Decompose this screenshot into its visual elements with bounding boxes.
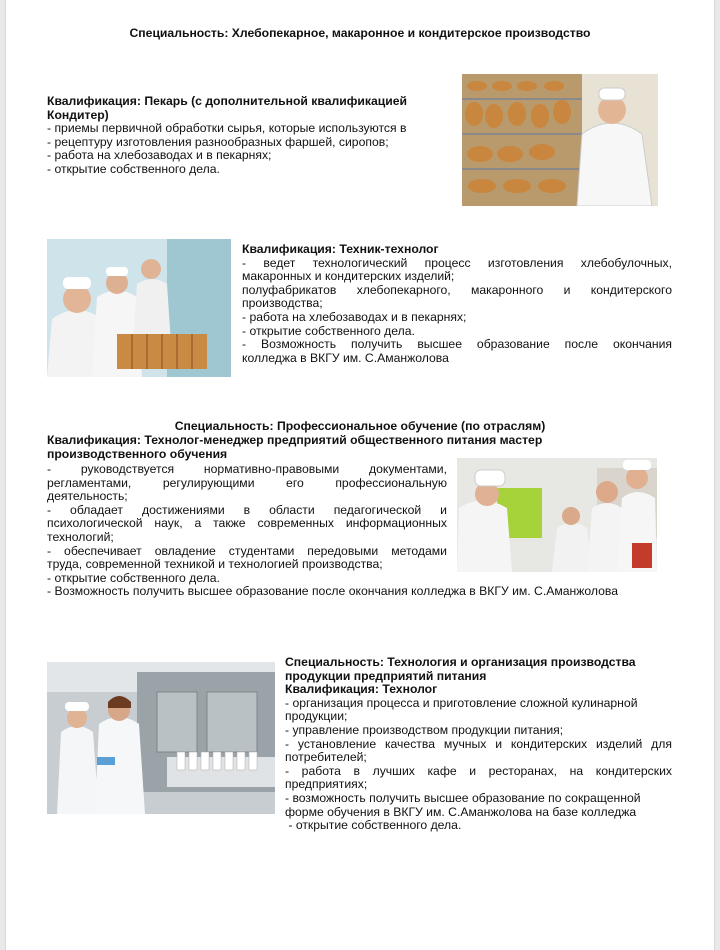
list-item: продукции; bbox=[285, 709, 348, 724]
list-item: регламентами, регулирующими его профессиональную bbox=[47, 475, 447, 490]
section3-title: Специальность: Профессиональное обучение (по отраслям) bbox=[174, 419, 546, 433]
section3-qualification-cont: производственного обучения bbox=[47, 446, 228, 461]
list-item: труда, современной техникой и технологией производства; bbox=[47, 557, 383, 572]
section2-text bbox=[242, 243, 672, 365]
list-item: полуфабрикатов хлебопекарного, макаронного и кондитерского bbox=[242, 282, 672, 297]
list-item: предприятиях; bbox=[285, 777, 368, 792]
list-item: - возможность получить высшее образование по сокращенной bbox=[285, 790, 641, 805]
list-item: технологий; bbox=[47, 529, 114, 544]
list-item: колледжа в ВКГУ им. С.Аманжолова bbox=[242, 350, 449, 365]
production-line-photo bbox=[47, 662, 275, 814]
section4-specialty-cont: продукции предприятий питания bbox=[285, 668, 487, 683]
section1-text bbox=[47, 95, 447, 177]
list-item: - работа на хлебозаводах и в пекарнях; bbox=[242, 309, 467, 324]
section4-qualification: Квалификация: Технолог bbox=[285, 682, 438, 697]
section4-specialty: Специальность: Технология и организация производства bbox=[285, 655, 636, 669]
section2-qualification: Квалификация: Техник-технолог bbox=[242, 242, 439, 256]
list-item: производства; bbox=[242, 296, 323, 311]
section3-qualification: Квалификация: Технолог-менеджер предприятий общественного питания мастер bbox=[47, 433, 543, 447]
list-item: - ведет технологический процесс изготовления хлебобулочных, bbox=[242, 255, 672, 270]
list-item: - приемы первичной обработки сырья, которые используются в bbox=[47, 121, 407, 136]
list-item: - организация процесса и приготовление сложной кулинарной bbox=[285, 695, 638, 710]
list-item: - открытие собственного дела. bbox=[47, 161, 220, 176]
bakery-photo bbox=[462, 74, 658, 206]
section4-text bbox=[285, 656, 672, 833]
list-item: - рецептуру изготовления разнообразных фаршей, сиропов; bbox=[47, 134, 389, 149]
section3-text bbox=[47, 462, 619, 599]
list-item: - открытие собственного дела. bbox=[242, 323, 415, 338]
list-item: форме обучения в ВКГУ им. С.Аманжолова на базе колледжа bbox=[285, 804, 637, 819]
list-item: - руководствуется нормативно-правовыми документами, bbox=[47, 462, 447, 476]
list-item: - обладает достижениями в области педагогической и bbox=[47, 502, 447, 517]
list-item: - открытие собственного дела. bbox=[285, 818, 462, 833]
list-item: - установление качества мучных и кондитерских изделий для bbox=[285, 736, 672, 751]
list-item: макаронных и кондитерских изделий; bbox=[242, 269, 455, 284]
list-item: психологической наук, а также современных информационных bbox=[47, 516, 447, 531]
list-item: - обеспечивает овладение студентами передовыми методами bbox=[47, 543, 447, 558]
list-item: - Возможность получить высшее образование после окончания колледжа в ВКГУ им. С.Аманжолова bbox=[47, 584, 619, 599]
training-kitchen-photo bbox=[457, 458, 657, 572]
list-item: деятельность; bbox=[47, 489, 128, 504]
section1-qualification: Квалификация: Пекарь (с дополнительной квалификацией bbox=[47, 94, 407, 108]
list-item: - открытие собственного дела. bbox=[47, 570, 220, 585]
list-item: - управление производством продукции питания; bbox=[285, 722, 564, 737]
list-item: - работа в лучших кафе и ресторанах, на кондитерских bbox=[285, 763, 672, 778]
technologists-photo bbox=[47, 239, 231, 377]
section1-qualification-cont: Кондитер) bbox=[47, 107, 109, 122]
list-item: потребителей; bbox=[285, 750, 367, 765]
list-item: - Возможность получить высшее образование после окончания bbox=[242, 337, 672, 352]
section1-title: Специальность: Хлебопекарное, макаронное и кондитерское производство bbox=[129, 26, 591, 40]
list-item: - работа на хлебозаводах и в пекарнях; bbox=[47, 148, 272, 163]
